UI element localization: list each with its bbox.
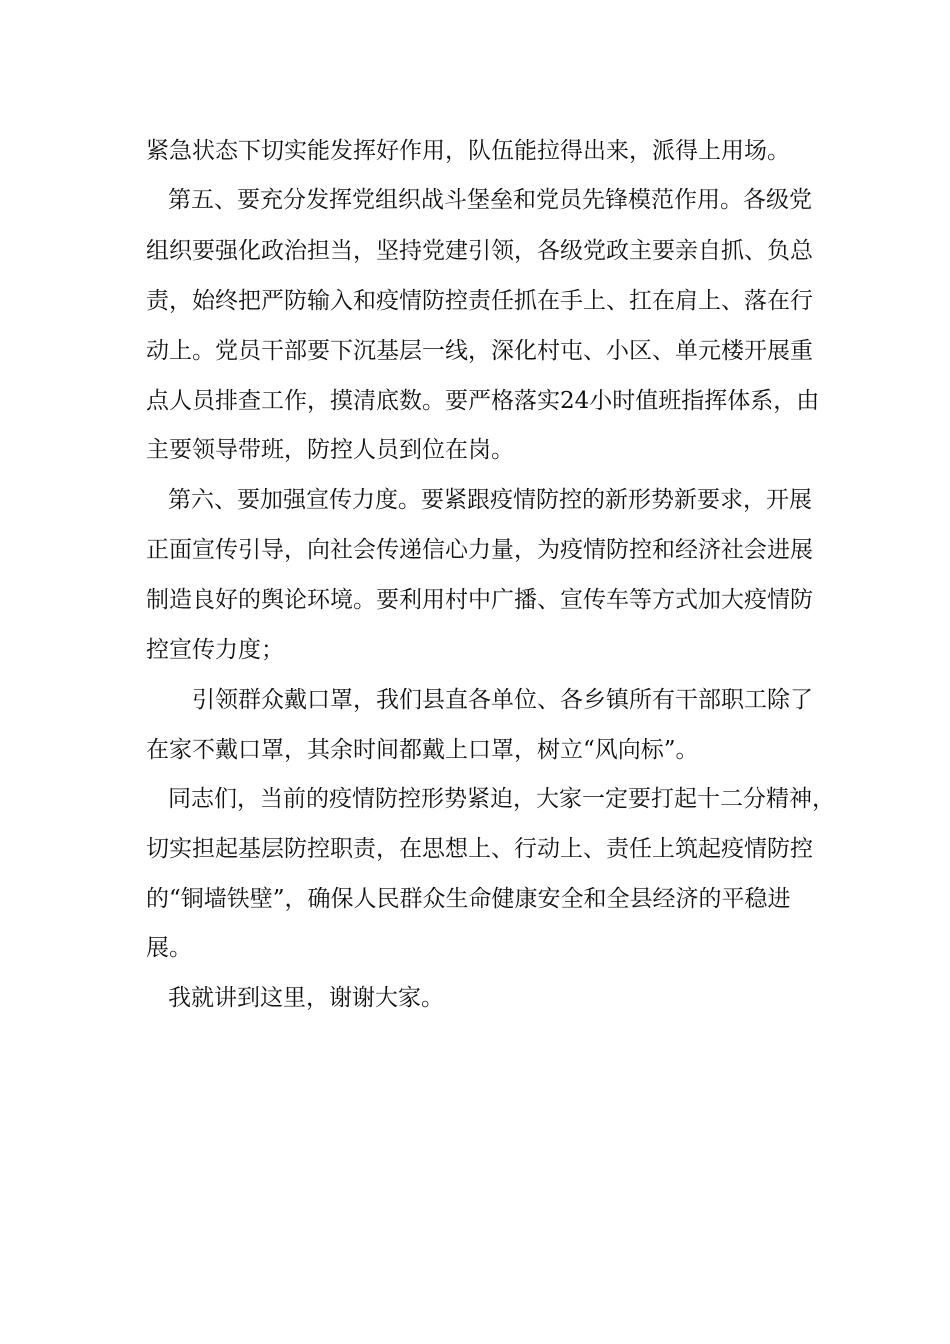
- text-line: 组织要强化政治担当，坚持党建引领，各级党政主要亲自抓、负总: [146, 238, 813, 264]
- text-line: 控宣传力度；: [146, 637, 284, 663]
- text-line: 紧急状态下切实能发挥好作用，队伍能拉得出来，派得上用场。: [146, 138, 790, 164]
- text-line: 的“铜墙铁壁”，确保人民群众生命健康安全和全县经济的平稳进: [146, 886, 791, 912]
- text-line: 主要领导带班，防控人员到位在岗。: [146, 437, 514, 463]
- text-line: 动上。党员干部要下沉基层一线，深化村屯、小区、单元楼开展重: [146, 338, 813, 364]
- paragraph-closing-line: 同志们，当前的疫情防控形势紧迫，大家一定要打起十二分精神，: [168, 786, 835, 812]
- text-line: 点人员排查工作，摸清底数。要严格落实24小时值班指挥体系，由: [146, 388, 820, 414]
- text-line: 制造良好的舆论环境。要利用村中广播、宣传车等方式加大疫情防: [146, 587, 813, 613]
- text-line: 在家不戴口罩，其余时间都戴上口罩，树立“风向标”。: [146, 737, 699, 763]
- text-line: 切实担起基层防控职责，在思想上、行动上、责任上筑起疫情防控: [146, 836, 813, 862]
- text-line: 展。: [146, 935, 192, 961]
- final-line: 我就讲到这里，谢谢大家。: [168, 985, 444, 1011]
- text-line: 正面宣传引导，向社会传递信心力量，为疫情防控和经济社会进展: [146, 537, 813, 563]
- paragraph-5-line: 第五、要充分发挥党组织战斗堡垒和党员先锋模范作用。各级党: [168, 187, 812, 213]
- text-line: 责，始终把严防输入和疫情防控责任抓在手上、扛在肩上、落在行: [146, 288, 813, 314]
- paragraph-mask-line: 引领群众戴口罩，我们县直各单位、各乡镇所有干部职工除了: [192, 687, 813, 713]
- paragraph-6-line: 第六、要加强宣传力度。要紧跟疫情防控的新形势新要求，开展: [168, 487, 812, 513]
